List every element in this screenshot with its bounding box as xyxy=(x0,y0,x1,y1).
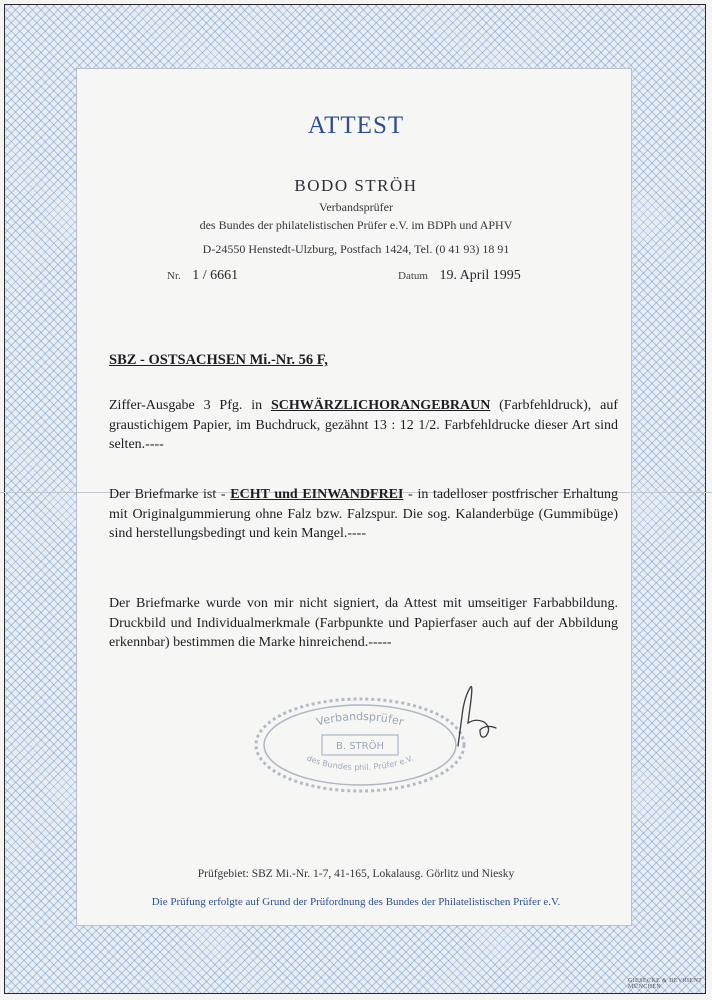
number-value: 1 / 6661 xyxy=(192,268,239,283)
condition-text-end: - in tadelloser postfrischer Erhaltung mit Originalgummierung ohne Falz bzw. Falzspur. Die sog. Kalanderbüge (Gummibüge) sind herstellungsbedingt und kein Mangel.---- xyxy=(109,487,619,541)
stamp-middle-text: B. STRÖH xyxy=(335,741,385,752)
printer-imprint: GIESECKE & DEVRIENT MÜNCHEN xyxy=(628,978,703,990)
certificate-date xyxy=(398,268,521,284)
signature-text: Ströh xyxy=(468,744,472,745)
stamp-bottom-text: des Bundes phil. Prüfer e.V. xyxy=(305,753,415,772)
condition-text-start: Der Briefmarke ist - xyxy=(109,487,231,502)
color-emphasis: SCHWÄRZLICHORANGEBRAUN xyxy=(270,398,491,413)
examiner-role: Verbandsprüfer xyxy=(319,200,393,214)
description-text-end: (Farbfehldruck), auf graustichigem Papier, im Buchdruck, gezähnt 13 : 12 1/2. Farbfehldrucke dieser Art sind selten.---- xyxy=(109,398,618,452)
certificate-number xyxy=(167,268,238,284)
number-label: Nr. xyxy=(167,270,181,282)
description-paragraph xyxy=(109,396,618,455)
examiner-name: BODO STRÖH xyxy=(294,176,418,195)
date-label: Datum xyxy=(398,270,428,282)
examiner-association: des Bundes der philatelistischen Prüfer e.V. im BDPh und APHV xyxy=(199,218,513,232)
genuine-emphasis: ECHT und EINWANDFREI xyxy=(230,487,404,502)
examiner-address: D-24550 Henstedt-Ulzburg, Postfach 1424, Tel. (0 41 93) 18 91 xyxy=(202,242,510,256)
examination-scope: Prüfgebiet: SBZ Mi.-Nr. 1-7, 41-165, Lokalausg. Görlitz und Niesky xyxy=(197,868,515,880)
stamp-top-text: Verbandsprüfer xyxy=(315,710,406,729)
certificate-title: ATTEST xyxy=(307,112,405,139)
stamp-heading: SBZ - OSTSACHSEN Mi.-Nr. 56 F, xyxy=(109,352,328,368)
description-text-start: Ziffer-Ausgabe 3 Pfg. in xyxy=(109,398,271,413)
examiner-stamp xyxy=(250,695,470,795)
condition-paragraph xyxy=(109,485,618,544)
signature-note-paragraph: Der Briefmarke wurde von mir nicht signiert, da Attest mit umseitiger Farbabbildung. Druckbild und Individualmerkmale (Farbpunkte und Papierfaser auch auf der Abbildung erkennbar) bestimmen die Marke hinreichend.----- xyxy=(109,596,618,650)
examination-basis: Die Prüfung erfolgte auf Grund der Prüfordnung des Bundes der Philatelistischen Prüfer e.V. xyxy=(151,896,561,908)
examiner-signature xyxy=(440,678,500,748)
date-value: 19. April 1995 xyxy=(439,268,521,283)
